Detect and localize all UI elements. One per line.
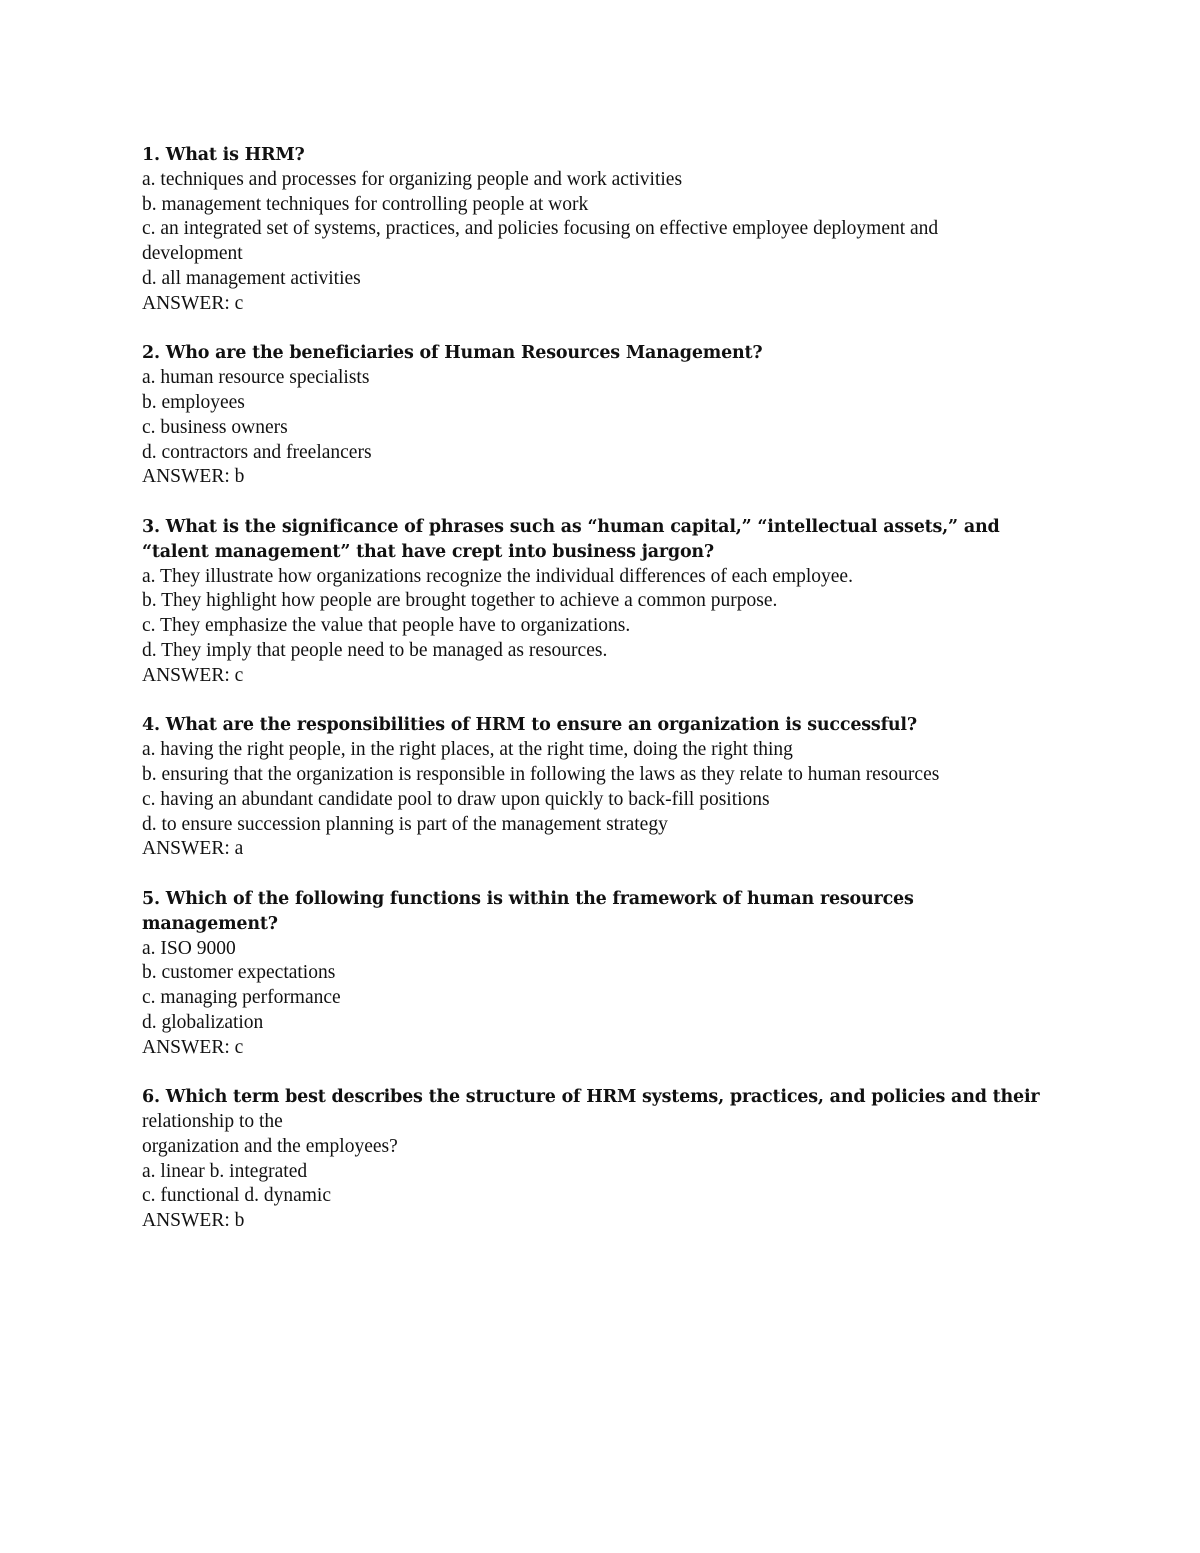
answer-option: d. globalization (142, 1011, 264, 1033)
answer-option: a. ISO 9000 (142, 937, 236, 959)
question-title: 4. What are the responsibilities of HRM to ensure an organization is successful? (142, 715, 917, 736)
answer-option: d. all management activities (142, 267, 361, 289)
answer-option: d. to ensure succession planning is part of the management strategy (142, 813, 668, 835)
question-title: 3. What is the significance of phrases such as “human capital,” “intellectual assets,” and “talent management” that have crept into business jargon? (142, 516, 1006, 562)
answer-option: c. having an abundant candidate pool to draw upon quickly to back-fill positions (142, 788, 770, 810)
answer-option: a. linear b. integrated (142, 1160, 308, 1182)
answer-option: b. They highlight how people are brought together to achieve a common purpose. (142, 590, 778, 612)
answer-option: b. ensuring that the organization is responsible in following the laws as they relate to human resources (142, 763, 940, 785)
question-title: 5. Which of the following functions is within the framework of human resources management? (142, 888, 920, 934)
answer-key: ANSWER: b (142, 466, 245, 488)
answer-option: c. managing performance (142, 987, 341, 1009)
answer-option: d. contractors and freelancers (142, 441, 372, 463)
answer-option: a. techniques and processes for organizing people and work activities (142, 168, 683, 190)
answer-option: d. They imply that people need to be managed as resources. (142, 639, 608, 661)
answer-option: c. They emphasize the value that people have to organizations. (142, 615, 631, 637)
answer-option: a. They illustrate how organizations recognize the individual differences of each employee. (142, 565, 853, 587)
question-list (142, 143, 1042, 1259)
answer-option: b. employees (142, 391, 245, 413)
question-continuation: organization and the employees? (142, 1135, 398, 1157)
question-3 (142, 515, 1042, 689)
answer-option: a. having the right people, in the right places, at the right time, doing the right thing (142, 739, 793, 761)
answer-option: c. functional d. dynamic (142, 1185, 331, 1207)
answer-option: c. business owners (142, 416, 288, 438)
answer-key: ANSWER: c (142, 292, 244, 314)
answer-key: ANSWER: b (142, 1210, 245, 1232)
answer-key: ANSWER: a (142, 838, 244, 860)
question-1 (142, 143, 1042, 317)
question-title: 2. Who are the beneficiaries of Human Resources Management? (142, 343, 763, 364)
answer-key: ANSWER: c (142, 664, 244, 686)
answer-option: b. management techniques for controlling people at work (142, 193, 589, 215)
question-title: 1. What is HRM? (142, 145, 305, 165)
answer-option: c. an integrated set of systems, practices, and policies focusing on effective employee deployment and development (142, 218, 944, 265)
question-6 (142, 1085, 1042, 1234)
question-title: 6. Which term best describes the structure of HRM systems, practices, and policies and their (142, 1087, 1040, 1108)
question-4 (142, 713, 1042, 862)
answer-key: ANSWER: c (142, 1036, 244, 1058)
answer-option: a. human resource specialists (142, 367, 370, 389)
question-5 (142, 887, 1042, 1061)
question-2 (142, 341, 1042, 490)
question-continuation: relationship to the (142, 1111, 283, 1133)
answer-option: b. customer expectations (142, 962, 336, 984)
